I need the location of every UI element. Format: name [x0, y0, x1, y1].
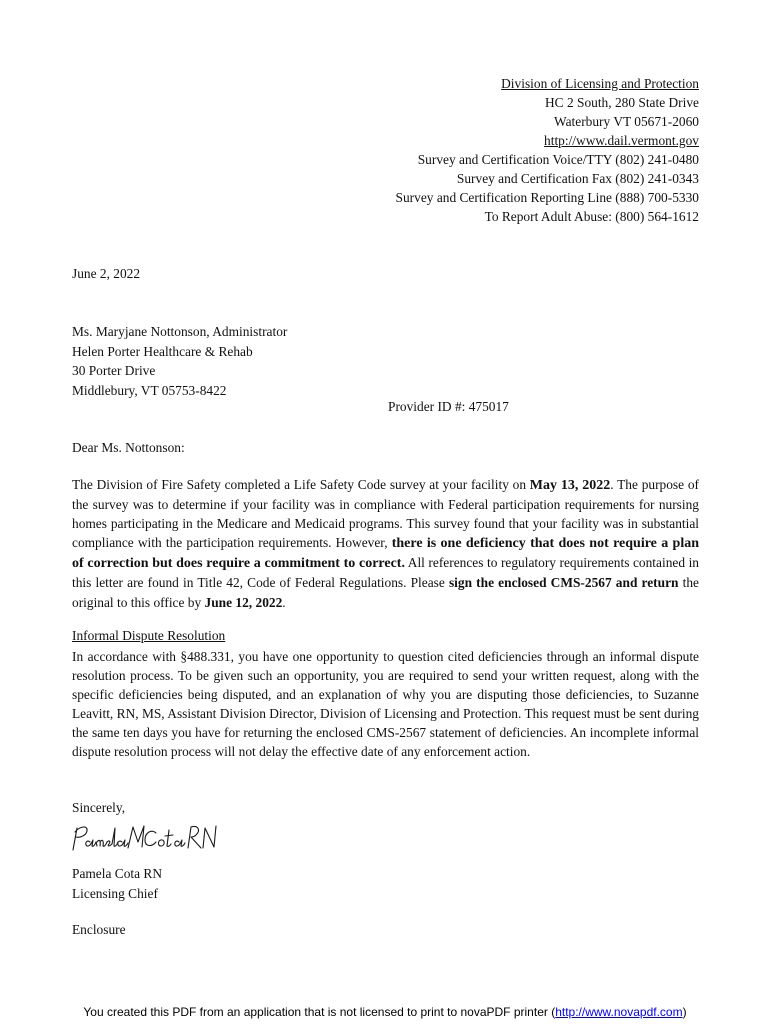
- address-line-2: Waterbury VT 05671-2060: [554, 114, 699, 129]
- recipient-city: Middlebury, VT 05753-8422: [72, 382, 227, 398]
- signer-name: Pamela Cota RN: [72, 866, 163, 881]
- deficiency-statement: there is one deficiency that does not require a plan of correction but does require a commitment to correct.: [72, 536, 699, 572]
- salutation: Dear Ms. Nottonson:: [72, 440, 185, 455]
- idr-paragraph: In accordance with §488.331, you have one opportunity to question cited deficiencies through an informal dispute resolution process. To be given such an opportunity, you are required to send your written request, along with the specific deficiencies being disputed, and an explanation of why you are disputing those deficiencies, to Suzanne Leavitt, RN, MS, Assistant Division Director, Division of Licensing and Protection. This request must be sent during the same ten days you have for returning the enclosed CMS-2567 statement of deficiencies. An incomplete informal dispute resolution process will not delay the effective date of any enforcement action.: [72, 649, 699, 760]
- sign-return-instruction: sign the enclosed CMS-2567 and return: [448, 575, 679, 591]
- signer-title: Licensing Chief: [72, 885, 158, 901]
- reporting-line: Survey and Certification Reporting Line (888) 700-5330: [395, 190, 699, 205]
- fax-number: Survey and Certification Fax (802) 241-0343: [456, 171, 699, 186]
- p1-end: .: [282, 594, 286, 610]
- voice-phone: Survey and Certification Voice/TTY (802) 241-0480: [417, 152, 699, 167]
- idr-heading: Informal Dispute Resolution: [72, 628, 226, 643]
- pdf-footer-notice: [0, 1005, 770, 1019]
- handwritten-signature: [70, 820, 220, 864]
- provider-id: Provider ID #: 475017: [388, 399, 509, 414]
- main-paragraph: [72, 475, 699, 612]
- survey-date: May 13, 2022: [529, 478, 611, 493]
- enclosure-note: Enclosure: [72, 922, 126, 937]
- return-deadline: June 12, 2022: [204, 594, 283, 610]
- novapdf-link[interactable]: http://www.novapdf.com: [555, 1005, 683, 1019]
- p1-text-d: the original to this office by: [72, 575, 699, 610]
- letter-date: June 2, 2022: [72, 266, 141, 281]
- footer-end: ): [682, 1005, 687, 1019]
- p1-text-a: The Division of Fire Safety completed a Life Safety Code survey at your facility on: [72, 477, 530, 492]
- address-line-1: HC 2 South, 280 State Drive: [545, 95, 699, 110]
- recipient-facility: Helen Porter Healthcare & Rehab: [72, 343, 253, 359]
- letterhead: [396, 74, 699, 226]
- p1-text-c: All references to regulatory requirements contained in this letter are found in Title 42, Code of Federal Regulations. Please: [72, 555, 699, 591]
- abuse-hotline: To Report Adult Abuse: (800) 564-1612: [484, 209, 699, 224]
- footer-text: You created this PDF from an application that is not licensed to print to novaPDF printer (: [83, 1005, 556, 1019]
- signer-block: [72, 864, 162, 903]
- p1-text-b: . The purpose of the survey was to determine if your facility was in compliance with Federal participation requirements for nursing homes participating in the Medicare and Medicaid programs. This survey found that your facility was in substantial compliance with the participation requirements. However,: [72, 477, 699, 551]
- recipient-name: Ms. Maryjane Nottonson, Administrator: [72, 324, 288, 339]
- signature-svg: [70, 820, 220, 860]
- closing: Sincerely,: [72, 800, 126, 815]
- recipient-address: [72, 322, 287, 400]
- website-link[interactable]: http://www.dail.vermont.gov: [544, 133, 699, 148]
- recipient-street: 30 Porter Drive: [72, 363, 156, 378]
- division-name: Division of Licensing and Protection: [501, 76, 699, 91]
